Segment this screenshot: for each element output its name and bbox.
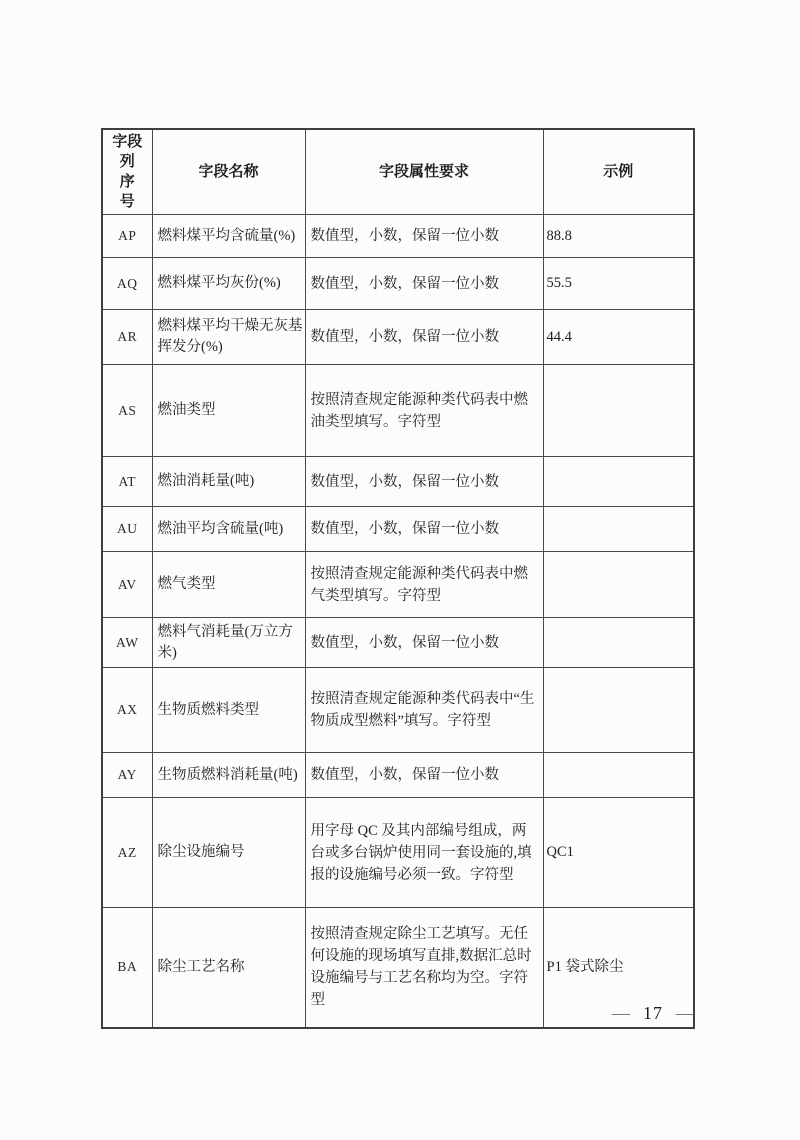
field-code-cell: AW: [102, 618, 152, 668]
column-header-example: 示例: [543, 129, 694, 215]
field-example-cell: QC1: [543, 798, 694, 908]
field-example-cell: [543, 618, 694, 668]
table-header-row: [102, 129, 694, 215]
table-row: [102, 908, 694, 1028]
field-requirement-cell: 数值型，小数，保留一位小数: [305, 753, 543, 798]
field-name-cell: 燃气类型: [152, 552, 305, 618]
table-row: [102, 215, 694, 258]
table-row: [102, 310, 694, 365]
field-name-cell: 生物质燃料消耗量(吨): [152, 753, 305, 798]
field-name-cell: 燃料气消耗量(万立方米): [152, 618, 305, 668]
field-example-cell: [543, 668, 694, 753]
field-code-cell: AZ: [102, 798, 152, 908]
field-code-cell: AQ: [102, 258, 152, 310]
column-header-seq-line2: 序 号: [119, 174, 150, 210]
field-example-cell: 44.4: [543, 310, 694, 365]
field-name-cell: 生物质燃料类型: [152, 668, 305, 753]
column-header-seq: [102, 129, 152, 215]
field-requirement-cell: 按照清查规定能源种类代码表中燃油类型填写。字符型: [305, 365, 543, 457]
field-name-cell: 燃油消耗量(吨): [152, 457, 305, 507]
table-row: [102, 668, 694, 753]
page-number-value: 17: [643, 1003, 663, 1023]
field-name-cell: 燃油类型: [152, 365, 305, 457]
field-requirement-cell: 按照清查规定能源种类代码表中燃气类型填写。字符型: [305, 552, 543, 618]
table-row: [102, 365, 694, 457]
page-number-dash-right: —: [676, 1003, 694, 1023]
field-example-cell: [543, 507, 694, 552]
field-requirement-cell: 数值型，小数，保留一位小数: [305, 618, 543, 668]
field-name-cell: 燃料煤平均干燥无灰基挥发分(%): [152, 310, 305, 365]
field-requirement-cell: 按照清查规定除尘工艺填写。无任何设施的现场填写直排,数据汇总时设施编号与工艺名称均为空。字符型: [305, 908, 543, 1028]
field-example-cell: [543, 365, 694, 457]
field-code-cell: AV: [102, 552, 152, 618]
field-spec-table: [101, 128, 695, 1029]
field-name-cell: 燃料煤平均灰份(%): [152, 258, 305, 310]
table-row: [102, 507, 694, 552]
field-example-cell: P1 袋式除尘: [543, 908, 694, 1028]
field-name-cell: 除尘工艺名称: [152, 908, 305, 1028]
table-row: [102, 552, 694, 618]
field-name-cell: 燃料煤平均含硫量(%): [152, 215, 305, 258]
field-requirement-cell: 按照清查规定能源种类代码表中“生物质成型燃料”填写。字符型: [305, 668, 543, 753]
table-row: [102, 457, 694, 507]
field-code-cell: AS: [102, 365, 152, 457]
table-row: [102, 618, 694, 668]
field-requirement-cell: 数值型，小数，保留一位小数: [305, 457, 543, 507]
column-header-name: 字段名称: [152, 129, 305, 215]
field-name-cell: 燃油平均含硫量(吨): [152, 507, 305, 552]
field-requirement-cell: 数值型，小数，保留一位小数: [305, 258, 543, 310]
field-code-cell: AY: [102, 753, 152, 798]
column-header-requirement: 字段属性要求: [305, 129, 543, 215]
field-example-cell: [543, 457, 694, 507]
page-number-dash-left: —: [612, 1003, 630, 1023]
field-code-cell: AU: [102, 507, 152, 552]
table-row: [102, 798, 694, 908]
page-number: [612, 1003, 694, 1024]
field-example-cell: [543, 552, 694, 618]
field-code-cell: BA: [102, 908, 152, 1028]
field-code-cell: AR: [102, 310, 152, 365]
field-example-cell: 55.5: [543, 258, 694, 310]
field-requirement-cell: 用字母 QC 及其内部编号组成，两台或多台锅炉使用同一套设施的,填报的设施编号必须一致。字符型: [305, 798, 543, 908]
field-name-cell: 除尘设施编号: [152, 798, 305, 908]
column-header-seq-line1: 字段列: [112, 134, 143, 170]
table-row: [102, 753, 694, 798]
field-code-cell: AP: [102, 215, 152, 258]
field-example-cell: 88.8: [543, 215, 694, 258]
field-requirement-cell: 数值型，小数，保留一位小数: [305, 215, 543, 258]
field-requirement-cell: 数值型，小数，保留一位小数: [305, 310, 543, 365]
field-example-cell: [543, 753, 694, 798]
field-code-cell: AT: [102, 457, 152, 507]
field-requirement-cell: 数值型，小数，保留一位小数: [305, 507, 543, 552]
table-row: [102, 258, 694, 310]
field-code-cell: AX: [102, 668, 152, 753]
